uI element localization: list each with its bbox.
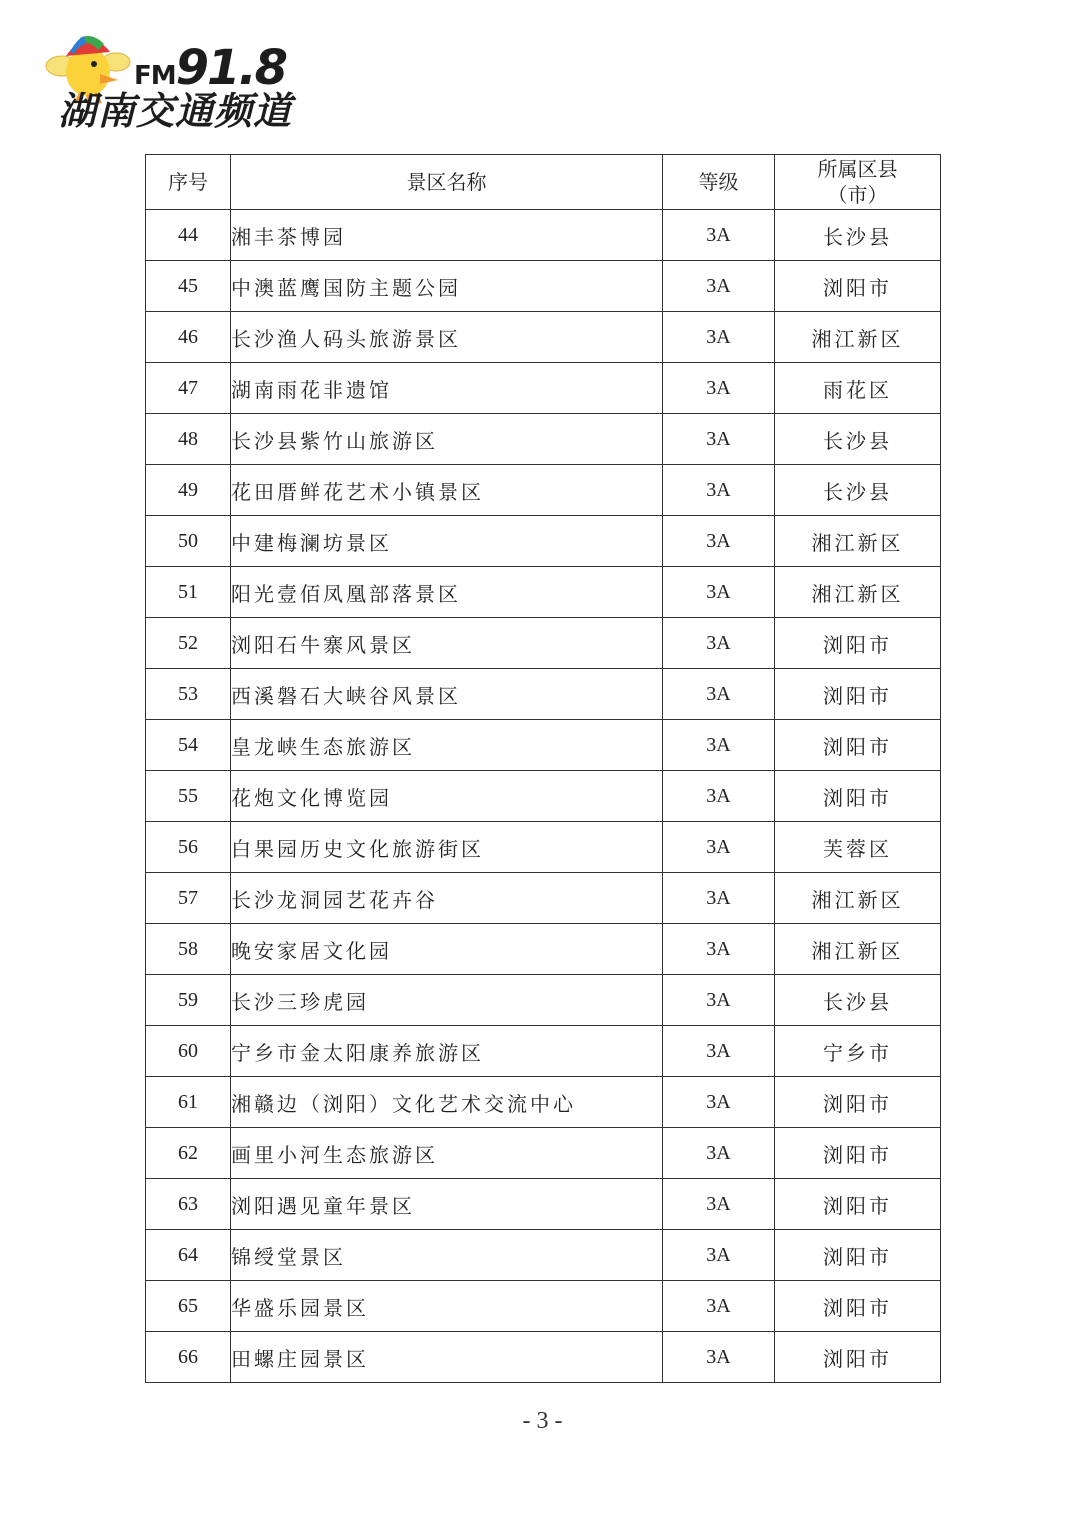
frequency-label [134,40,287,96]
frequency-number: 91.8 [175,40,287,96]
table-row [146,516,941,567]
scenic-area-district: 宁乡市 [775,1026,941,1077]
scenic-area-district: 长沙县 [775,414,941,465]
scenic-area-grade: 3A [663,618,775,669]
scenic-area-district: 浏阳市 [775,1230,941,1281]
scenic-area-grade: 3A [663,1026,775,1077]
scenic-area-name: 湘赣边（浏阳）文化艺术交流中心 [231,1077,663,1128]
row-index: 57 [146,873,231,924]
scenic-area-grade: 3A [663,822,775,873]
header-grade: 等级 [663,155,775,210]
row-index: 58 [146,924,231,975]
table-row [146,210,941,261]
table-row [146,1128,941,1179]
scenic-area-grade: 3A [663,975,775,1026]
table-row [146,975,941,1026]
scenic-area-district: 长沙县 [775,465,941,516]
scenic-area-name: 浏阳石牛寨风景区 [231,618,663,669]
row-index: 48 [146,414,231,465]
scenic-area-district: 雨花区 [775,363,941,414]
row-index: 61 [146,1077,231,1128]
scenic-area-grade: 3A [663,873,775,924]
scenic-area-grade: 3A [663,312,775,363]
scenic-area-name: 湘丰茶博园 [231,210,663,261]
scenic-area-name: 锦绶堂景区 [231,1230,663,1281]
scenic-area-name: 中建梅澜坊景区 [231,516,663,567]
scenic-area-district: 长沙县 [775,210,941,261]
table-row [146,312,941,363]
scenic-area-name: 阳光壹佰凤凰部落景区 [231,567,663,618]
scenic-area-grade: 3A [663,1230,775,1281]
scenic-area-name: 晚安家居文化园 [231,924,663,975]
row-index: 64 [146,1230,231,1281]
scenic-area-district: 浏阳市 [775,1332,941,1383]
scenic-area-district: 浏阳市 [775,1077,941,1128]
row-index: 55 [146,771,231,822]
scenic-area-name: 西溪磐石大峡谷风景区 [231,669,663,720]
scenic-area-name: 宁乡市金太阳康养旅游区 [231,1026,663,1077]
scenic-area-grade: 3A [663,924,775,975]
table-row [146,771,941,822]
scenic-area-grade: 3A [663,567,775,618]
table-row [146,1026,941,1077]
scenic-area-grade: 3A [663,414,775,465]
table-row [146,1179,941,1230]
row-index: 47 [146,363,231,414]
row-index: 63 [146,1179,231,1230]
scenic-area-grade: 3A [663,669,775,720]
scenic-area-district: 浏阳市 [775,261,941,312]
table-row [146,822,941,873]
row-index: 59 [146,975,231,1026]
table-row [146,1077,941,1128]
scenic-area-grade: 3A [663,1077,775,1128]
table-row [146,720,941,771]
row-index: 60 [146,1026,231,1077]
scenic-area-table [145,154,941,1383]
page-number: - 3 - [522,1408,563,1434]
table-row [146,1332,941,1383]
scenic-area-name: 浏阳遇见童年景区 [231,1179,663,1230]
scenic-area-name: 长沙龙洞园艺花卉谷 [231,873,663,924]
scenic-area-name: 花炮文化博览园 [231,771,663,822]
scenic-area-name: 花田厝鲜花艺术小镇景区 [231,465,663,516]
scenic-area-district: 浏阳市 [775,1281,941,1332]
scenic-area-name: 湖南雨花非遗馆 [231,363,663,414]
row-index: 52 [146,618,231,669]
header-district-line2: （市） [827,183,888,207]
table-row [146,669,941,720]
scenic-area-district: 芙蓉区 [775,822,941,873]
row-index: 62 [146,1128,231,1179]
scenic-area-district: 湘江新区 [775,516,941,567]
fm-label: FM [134,61,176,91]
scenic-area-grade: 3A [663,720,775,771]
scenic-area-name: 华盛乐园景区 [231,1281,663,1332]
scenic-area-grade: 3A [663,1128,775,1179]
row-index: 45 [146,261,231,312]
scenic-area-name: 中澳蓝鹰国防主题公园 [231,261,663,312]
scenic-area-name: 画里小河生态旅游区 [231,1128,663,1179]
header-index: 序号 [146,155,231,210]
scenic-area-district: 浏阳市 [775,771,941,822]
header-district-line1: 所属区县 [817,157,898,181]
scenic-area-name: 白果园历史文化旅游街区 [231,822,663,873]
row-index: 46 [146,312,231,363]
scenic-area-name: 皇龙峡生态旅游区 [231,720,663,771]
row-index: 54 [146,720,231,771]
scenic-area-name: 长沙三珍虎园 [231,975,663,1026]
scenic-area-district: 浏阳市 [775,1128,941,1179]
row-index: 51 [146,567,231,618]
row-index: 53 [146,669,231,720]
table-row [146,1281,941,1332]
scenic-area-name: 长沙渔人码头旅游景区 [231,312,663,363]
channel-name: 湖南交通频道 [58,89,293,133]
scenic-area-grade: 3A [663,261,775,312]
scenic-area-grade: 3A [663,465,775,516]
scenic-area-district: 湘江新区 [775,873,941,924]
scenic-area-grade: 3A [663,516,775,567]
scenic-area-grade: 3A [663,210,775,261]
scenic-area-name: 长沙县紫竹山旅游区 [231,414,663,465]
scenic-area-name: 田螺庄园景区 [231,1332,663,1383]
scenic-area-grade: 3A [663,1332,775,1383]
radio-logo [44,26,314,138]
row-index: 50 [146,516,231,567]
header-district [775,155,941,210]
row-index: 66 [146,1332,231,1383]
scenic-area-district: 长沙县 [775,975,941,1026]
table-row [146,567,941,618]
header-name: 景区名称 [231,155,663,210]
scenic-area-district: 浏阳市 [775,669,941,720]
table-row [146,465,941,516]
table-row [146,363,941,414]
scenic-area-district: 浏阳市 [775,1179,941,1230]
row-index: 65 [146,1281,231,1332]
scenic-area-grade: 3A [663,1281,775,1332]
row-index: 56 [146,822,231,873]
scenic-area-district: 浏阳市 [775,618,941,669]
table-header-row [146,155,941,210]
table-row [146,873,941,924]
table-row [146,924,941,975]
scenic-area-grade: 3A [663,1179,775,1230]
table-row [146,1230,941,1281]
scenic-area-grade: 3A [663,771,775,822]
table-row [146,618,941,669]
scenic-area-district: 湘江新区 [775,312,941,363]
scenic-area-district: 湘江新区 [775,567,941,618]
table-row [146,261,941,312]
table-row [146,414,941,465]
row-index: 44 [146,210,231,261]
scenic-area-district: 湘江新区 [775,924,941,975]
scenic-area-grade: 3A [663,363,775,414]
row-index: 49 [146,465,231,516]
scenic-area-district: 浏阳市 [775,720,941,771]
